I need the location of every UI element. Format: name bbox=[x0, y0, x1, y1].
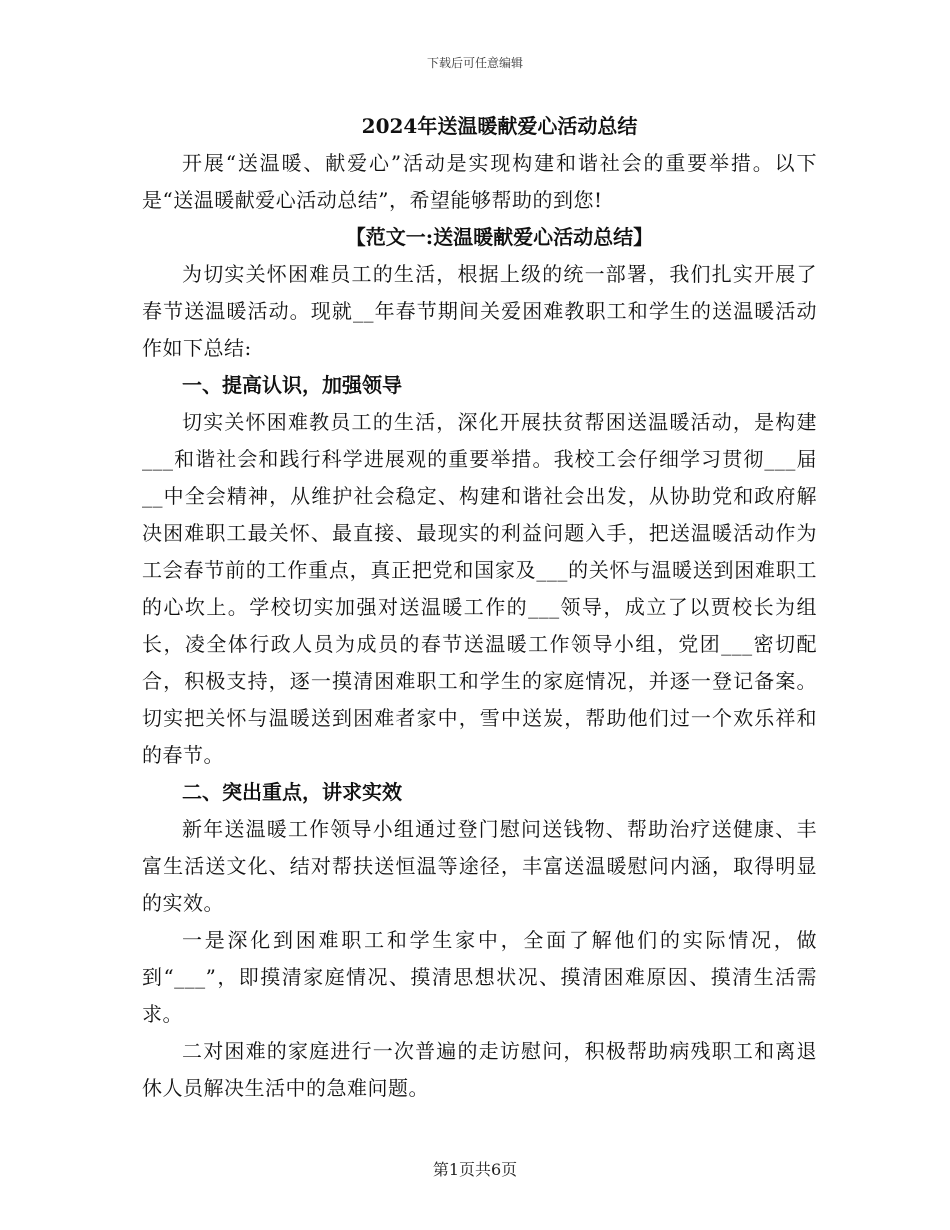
paragraph-5: 二对困难的家庭进行一次普遍的走访慰问，积极帮助病残职工和离退休人员解决生活中的急难问题。 bbox=[142, 1039, 817, 1100]
heading-2: 二、突出重点，讲求实效 bbox=[182, 780, 402, 804]
page-footer: 第1页共6页 bbox=[432, 1160, 518, 1179]
paragraph-2: 切实关怀困难教员工的生活，深化开展扶贫帮困送温暖活动，是构建___和谐社会和践行科学进展观的重要举措。我校工会仔细学习贯彻___届__中全会精神，从维护社会稳定、构建和谐社会出发，从协助党和政府解决困难职工最关怀、最直接、最现实的利益问题入手，把送温暖活动作为工会春节前的工作重点，真正把党和国家及___的关怀与温暖送到困难职工的心坎上。学校切实加强对送温暖工作的___领导，成立了以贾校长为组长，凌全体行政人员为成员的春节送温暖工作领导小组，党团___密切配合，积极支持，逐一摸清困难职工和学生的家庭情况，并逐一登记备案。切实把关怀与温暖送到困难者家中，雪中送炭，帮助他们过一个欢乐祥和的春节。 bbox=[142, 410, 817, 767]
paragraph-4: 一是深化到困难职工和学生家中，全面了解他们的实际情况，做到“___”，即摸清家庭情况、摸清思想状况、摸清困难原因、摸清生活需求。 bbox=[142, 928, 817, 1026]
paragraph-3: 新年送温暖工作领导小组通过登门慰问送钱物、帮助治疗送健康、丰富生活送文化、结对帮扶送恒温等途径，丰富送温暖慰问内涵，取得明显的实效。 bbox=[142, 817, 817, 915]
section-subtitle: 【范文一:送温暖献爱心活动总结】 bbox=[345, 225, 654, 249]
heading-1: 一、提高认识，加强领导 bbox=[182, 373, 402, 397]
intro-paragraph: 开展“送温暖、献爱心”活动是实现构建和谐社会的重要举措。以下是“送温暖献爱心活动总结”，希望能够帮助的到您! bbox=[142, 151, 817, 212]
document-title: 2024年送温暖献爱心活动总结 bbox=[361, 114, 638, 138]
document-body bbox=[142, 108, 817, 1107]
page-header-note: 下载后可任意编辑 bbox=[426, 56, 523, 70]
paragraph-1: 为切实关怀困难员工的生活，根据上级的统一部署，我们扎实开展了春节送温暖活动。现就__年春节期间关爱困难教职工和学生的送温暖活动作如下总结: bbox=[142, 262, 817, 360]
